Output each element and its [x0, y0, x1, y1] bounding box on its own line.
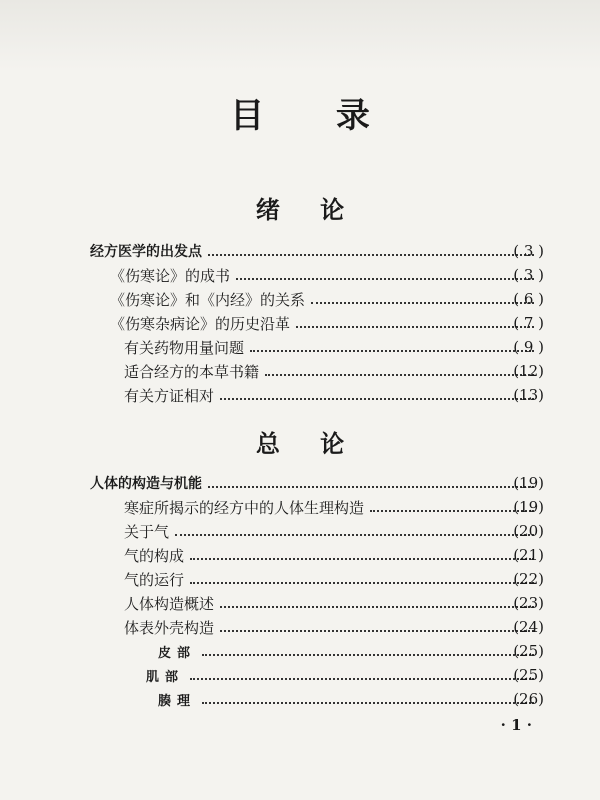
toc-entry-page: ( 3 ): [513, 266, 544, 284]
toc-entry-page: (19): [513, 498, 544, 516]
leader-dots: [220, 606, 534, 608]
toc-entry-label: 皮部: [158, 645, 197, 661]
toc-entry-label: 经方医学的出发点: [90, 244, 202, 260]
toc-entry[interactable]: [0, 384, 600, 406]
leader-dots: [190, 582, 534, 584]
toc-entry-label: 《伤寒论》的成书: [110, 266, 231, 285]
toc-entry[interactable]: [0, 472, 600, 494]
toc-entry-page: (23): [513, 594, 544, 612]
toc-entry[interactable]: [0, 264, 600, 286]
leader-dots: [265, 374, 534, 376]
toc-entry-label: 寒症所揭示的经方中的人体生理构造: [124, 498, 365, 517]
leader-dots: [208, 254, 534, 256]
toc-entry-page: (12): [513, 362, 544, 380]
leader-dots: [250, 350, 534, 352]
toc-entry[interactable]: [0, 288, 600, 310]
toc-entry-page: (22): [513, 570, 544, 588]
show-through-shading: [0, 0, 600, 70]
page-number: · 1 ·: [500, 716, 532, 734]
leader-dots: [220, 398, 534, 400]
toc-entry-page: (13): [513, 386, 544, 404]
toc-entry-label: 有关方证相对: [124, 386, 215, 405]
toc-entry-label: 人体构造概述: [124, 594, 215, 613]
toc-entry[interactable]: [0, 688, 600, 710]
toc-entry[interactable]: [0, 664, 600, 686]
leader-dots: [220, 630, 534, 632]
toc-entry[interactable]: [0, 312, 600, 334]
toc-entry-page: ( 3 ): [513, 242, 544, 260]
toc-entry-page: (19): [513, 474, 544, 492]
toc-entry-page: (24): [513, 618, 544, 636]
toc-entry-page: (20): [513, 522, 544, 540]
toc-entry[interactable]: [0, 336, 600, 358]
toc-entry[interactable]: [0, 496, 600, 518]
toc-entry-page: (26): [513, 690, 544, 708]
toc-entry-page: (21): [513, 546, 544, 564]
leader-dots: [296, 326, 534, 328]
toc-entry-label: 《伤寒论》和《内经》的关系: [110, 290, 306, 309]
toc-entry[interactable]: [0, 544, 600, 566]
toc-entry[interactable]: [0, 568, 600, 590]
toc-entry[interactable]: [0, 640, 600, 662]
toc-entry[interactable]: [0, 520, 600, 542]
toc-entry-label: 人体的构造与机能: [90, 476, 202, 492]
leader-dots: [202, 702, 534, 704]
toc-entry-label: 《伤寒杂病论》的历史沿革: [110, 314, 291, 333]
toc-entry-page: ( 9 ): [513, 338, 544, 356]
toc-entry[interactable]: [0, 592, 600, 614]
leader-dots: [175, 534, 534, 536]
leader-dots: [311, 302, 534, 304]
toc-entry-label: 适合经方的本草书籍: [124, 362, 260, 381]
toc-entry-label: 有关药物用量问题: [124, 338, 245, 357]
toc-entry[interactable]: [0, 360, 600, 382]
toc-entry-label: 关于气: [124, 522, 170, 541]
toc-entry-label: 气的构成: [124, 546, 185, 565]
toc-entry-page: ( 7 ): [513, 314, 544, 332]
section-heading-introduction: 绪 论: [255, 195, 361, 224]
toc-entry-label: 体表外壳构造: [124, 618, 215, 637]
toc-entry-page: (25): [513, 642, 544, 660]
section-heading-general: 总 论: [255, 429, 361, 458]
page-title: 目 录: [230, 96, 400, 136]
leader-dots: [202, 654, 534, 656]
toc-entry[interactable]: [0, 240, 600, 262]
toc-entry-label: 腠理: [158, 693, 197, 709]
toc-entry-label: 肌部: [146, 669, 185, 685]
leader-dots: [236, 278, 534, 280]
leader-dots: [208, 486, 534, 488]
leader-dots: [370, 510, 534, 512]
toc-entry-page: (25): [513, 666, 544, 684]
leader-dots: [190, 678, 534, 680]
toc-entry[interactable]: [0, 616, 600, 638]
leader-dots: [190, 558, 534, 560]
toc-entry-page: ( 6 ): [513, 290, 544, 308]
toc-entry-label: 气的运行: [124, 570, 185, 589]
